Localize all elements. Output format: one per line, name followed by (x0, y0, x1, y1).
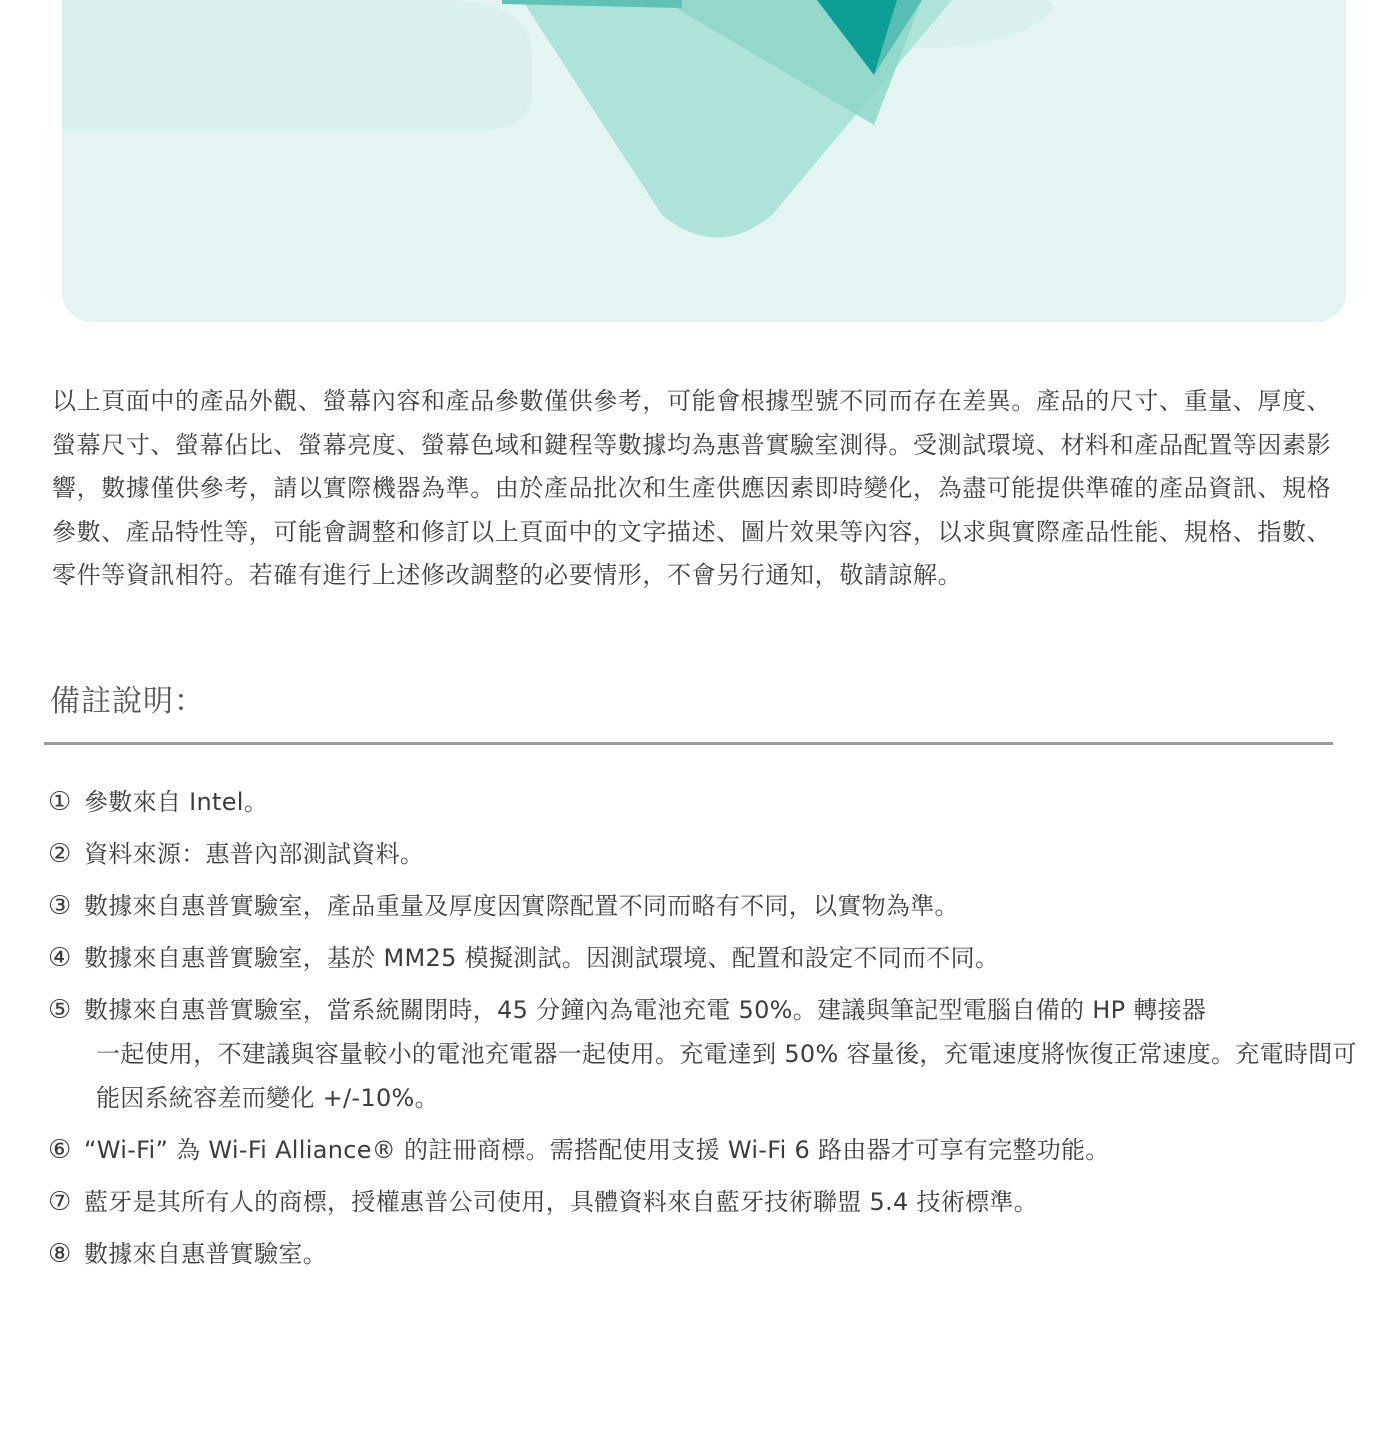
hero-illustration (62, 0, 1346, 322)
note-marker: ② (48, 839, 72, 869)
note-marker: ③ (48, 891, 72, 921)
note-text: 數據來自惠普實驗室。 (84, 1240, 327, 1268)
note-text: 數據來自惠普實驗室，產品重量及厚度因實際配置不同而略有不同，以實物為準。 (84, 892, 959, 920)
note-text: 數據來自惠普實驗室，當系統關閉時，45 分鐘內為電池充電 50%。建議與筆記型電腦自備的 HP 轉接器 (84, 996, 1207, 1024)
note-text: 參數來自 Intel。 (84, 788, 269, 816)
hero-cloud-left (62, 0, 532, 130)
note-text: 藍牙是其所有人的商標，授權惠普公司使用，具體資料來自藍牙技術聯盟 5.4 技術標準。 (84, 1188, 1039, 1216)
note-marker: ⑥ (48, 1135, 72, 1165)
note-text-continued: 一起使用，不建議與容量較小的電池充電器一起使用。充電達到 50% 容量後，充電速度將恢復正常速度。充電時間可能因系統容差而變化 +/-10%。 (96, 1040, 1357, 1112)
notes-list (48, 780, 1358, 1284)
disclaimer-text: 以上頁面中的產品外觀、螢幕內容和產品參數僅供參考，可能會根據型號不同而存在差異。產品的尺寸、重量、厚度、螢幕尺寸、螢幕佔比、螢幕亮度、螢幕色域和鍵程等數據均為惠普實驗室測得。受測試環境、材料和產品配置等因素影響，數據僅供參考，請以實際機器為準。由於產品批次和生產供應因素即時變化，為盡可能提供準確的產品資訊、規格參數、產品特性等，可能會調整和修訂以上頁面中的文字描述、圖片效果等內容，以求與實際產品性能、規格、指數、零件等資訊相符。若確有進行上述修改調整的必要情形，不會另行通知，敬請諒解。 (52, 387, 1332, 589)
note-item-4 (48, 936, 1358, 980)
hero-banner (62, 0, 1346, 322)
notes-heading: 備註說明： (50, 684, 205, 719)
note-item-6 (48, 1128, 1358, 1172)
note-marker: ⑤ (48, 995, 72, 1025)
divider (44, 742, 1333, 745)
note-marker: ⑧ (48, 1239, 72, 1269)
note-marker: ⑦ (48, 1187, 72, 1217)
note-item-1 (48, 780, 1358, 824)
note-item-5 (48, 988, 1358, 1120)
note-item-8 (48, 1232, 1358, 1276)
note-text: 資料來源：惠普內部測試資料。 (84, 840, 425, 868)
note-text: “Wi-Fi” 為 Wi-Fi Alliance® 的註冊商標。需搭配使用支援 Wi-Fi 6 路由器才可享有完整功能。 (84, 1136, 1110, 1164)
note-item-7 (48, 1180, 1358, 1224)
note-marker: ① (48, 787, 72, 817)
note-item-2 (48, 832, 1358, 876)
note-marker: ④ (48, 943, 72, 973)
note-item-3 (48, 884, 1358, 928)
note-text: 數據來自惠普實驗室，基於 MM25 模擬測試。因測試環境、配置和設定不同而不同。 (84, 944, 1000, 972)
